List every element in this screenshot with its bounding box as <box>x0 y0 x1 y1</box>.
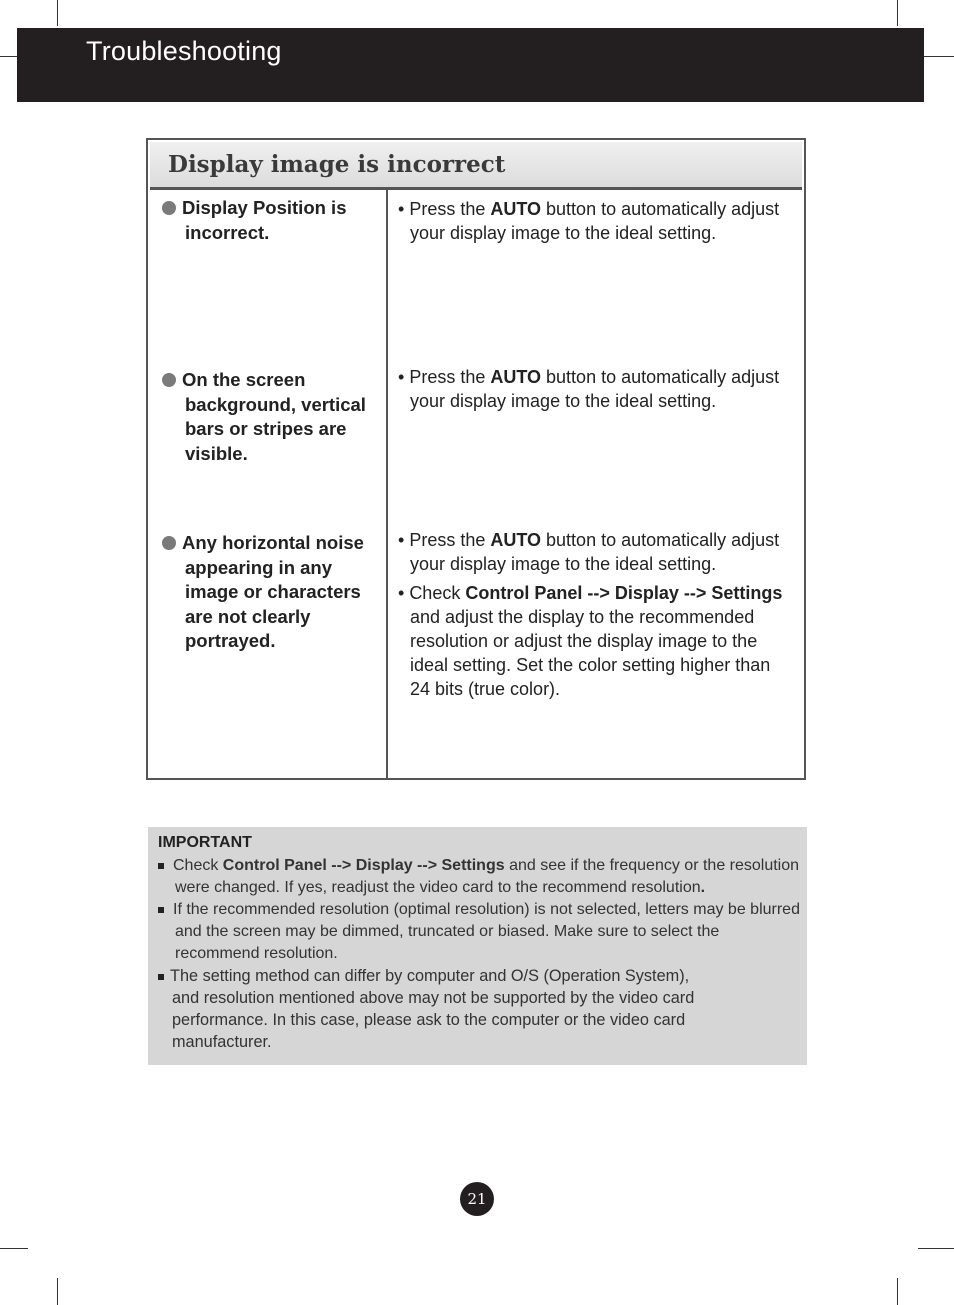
table-title: Display image is incorrect <box>168 151 506 178</box>
solution-vertical-bars <box>398 365 788 413</box>
crop-mark <box>57 0 58 26</box>
crop-mark <box>918 1248 954 1249</box>
troubleshooting-table <box>146 138 806 780</box>
bullet-dot-icon <box>162 373 176 387</box>
solution-item: • Press the AUTO button to automatically adjust your display image to the ideal setting. <box>398 199 780 243</box>
crop-mark <box>897 0 898 26</box>
page-title: Troubleshooting <box>86 36 282 66</box>
important-note-box <box>148 827 807 1065</box>
bullet-dot-icon <box>162 201 176 215</box>
crop-mark <box>897 1278 898 1305</box>
table-title-bar <box>150 142 802 190</box>
solution-display-position <box>398 197 788 245</box>
column-divider <box>386 188 388 778</box>
problem-display-position: Display Position is incorrect. <box>162 196 374 245</box>
solution-item: • Press the AUTO button to automatically adjust your display image to the ideal setting. <box>398 367 780 411</box>
important-item: Check Control Panel --> Display --> Settings and see if the frequency or the resolution were changed. If yes, readjust the video card to the recommend resolution. <box>158 855 805 899</box>
problem-horizontal-noise: Any horizontal noise appearing in any image or characters are not clearly portrayed. <box>162 531 374 654</box>
important-item: The setting method can differ by computer and O/S (Operation System), and resolution mentioned above may not be supported by the video card performance. In this case, please ask to the computer or the video card manufacturer. <box>158 965 712 1053</box>
important-item: If the recommended resolution (optimal resolution) is not selected, letters may be blurred and the screen may be dimmed, truncated or biased. Make sure to select the recommend resolution. <box>158 899 805 965</box>
square-bullet-icon <box>158 863 164 869</box>
square-bullet-icon <box>158 907 164 913</box>
important-title: IMPORTANT <box>158 834 252 851</box>
solution-item: • Check Control Panel --> Display --> Settings and adjust the display to the recommended resolution or adjust the display image to the ideal setting. Set the color setting higher than 24 bits (true color). <box>398 583 783 699</box>
crop-mark <box>57 1278 58 1305</box>
page-number: 21 <box>460 1182 494 1216</box>
solution-horizontal-noise <box>398 528 788 701</box>
crop-mark <box>924 56 954 57</box>
crop-mark <box>0 56 18 57</box>
bullet-dot-icon <box>162 536 176 550</box>
problem-vertical-bars: On the screen background, vertical bars or stripes are visible. <box>162 368 374 466</box>
square-bullet-icon <box>158 974 164 980</box>
solution-item: • Press the AUTO button to automatically adjust your display image to the ideal setting. <box>398 530 780 574</box>
crop-mark <box>0 1248 28 1249</box>
